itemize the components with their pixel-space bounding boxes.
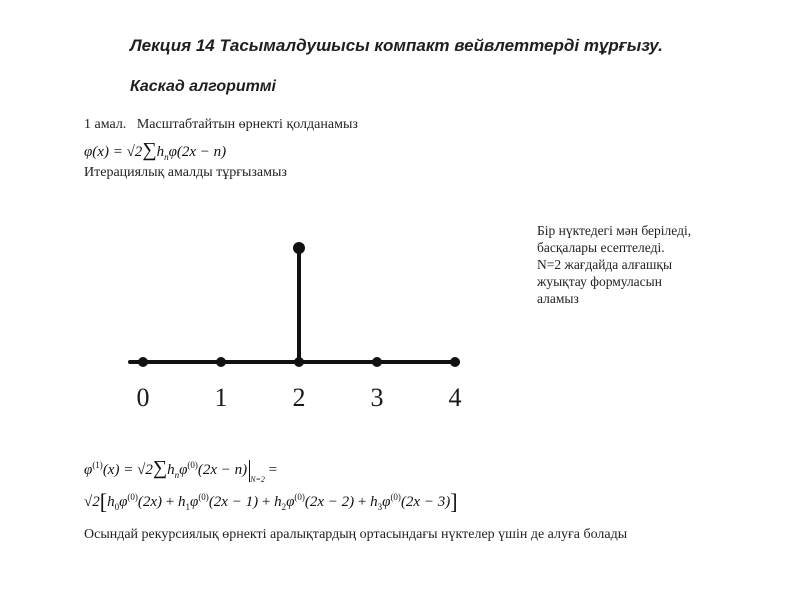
base-point xyxy=(372,357,382,367)
formula1-h: h xyxy=(156,144,165,160)
iteration-equation xyxy=(84,457,277,484)
formula2-h-sub: n xyxy=(174,470,180,480)
base-point xyxy=(450,357,460,367)
conclusion-text: Осындай рекурсиялық өрнекті аралықтардың ортасындағы нүктелер үшін де алуға болады xyxy=(84,527,628,542)
tick-label: 3 xyxy=(370,383,384,412)
term-3: $h_3\varphi^{(0)}(2x - 3)$ xyxy=(370,492,451,512)
formula1-rhs: φ(2x − n) xyxy=(168,144,227,160)
formula2-h: h xyxy=(167,462,175,478)
tick-label: 2 xyxy=(292,383,306,412)
tick-label: 1 xyxy=(214,383,228,412)
term-2: $h_2\varphi^{(0)}(2x - 2)$ + xyxy=(274,492,367,512)
base-point xyxy=(138,357,148,367)
data-point xyxy=(293,242,305,254)
formula2-equals: = xyxy=(268,462,278,478)
step-text: Масштабтайтын өрнекті қолданамыз xyxy=(136,117,358,132)
formula2-part1: (x) = √2 xyxy=(102,462,153,478)
open-bracket: [ xyxy=(99,489,108,514)
formula2-phi2: φ xyxy=(179,462,188,478)
sum-symbol: ∑ xyxy=(152,457,168,479)
side-note-line: N=2 жағдайда алғашқы xyxy=(537,257,673,272)
evaluation-subscript: N=2 xyxy=(250,475,265,484)
formula2-phi: φ xyxy=(84,462,93,478)
section-subtitle: Каскад алгоритмі xyxy=(130,78,276,95)
formula1-lhs: φ(x) = √2 xyxy=(84,144,143,160)
tick-label: 4 xyxy=(448,383,462,412)
formula1-h-sub: n xyxy=(164,152,169,162)
term-1: $h_1\varphi^{(0)}(2x - 1)$ + xyxy=(178,492,271,512)
side-note-line: Бір нүктедегі мән беріледі, xyxy=(537,223,692,238)
side-note-line: басқалары есептеледі. xyxy=(537,240,665,255)
formula3-sqrt: √2 xyxy=(84,494,100,510)
formula2-part2: (2x − n) xyxy=(197,462,248,478)
formula2-sup0: (0) xyxy=(187,460,198,470)
iteration-text: Итерациялық амалды тұрғызамыз xyxy=(84,165,287,180)
sum-symbol: ∑ xyxy=(142,139,157,161)
base-point xyxy=(294,357,304,367)
lecture-title: Лекция 14 Тасымалдушысы компакт вейвлеттерді тұрғызу. xyxy=(130,36,663,55)
tick-label: 0 xyxy=(136,383,150,412)
step-label: 1 амал. xyxy=(84,117,127,132)
base-point xyxy=(216,357,226,367)
side-note-line: аламыз xyxy=(537,291,579,306)
expanded-equation xyxy=(84,489,458,515)
formula2-sup: (1) xyxy=(92,460,103,470)
term-0: $h_0\varphi^{(0)}(2x)$ + xyxy=(107,492,175,512)
side-note-line: жуықтау формуласын xyxy=(537,274,662,289)
close-bracket: ] xyxy=(450,489,458,514)
